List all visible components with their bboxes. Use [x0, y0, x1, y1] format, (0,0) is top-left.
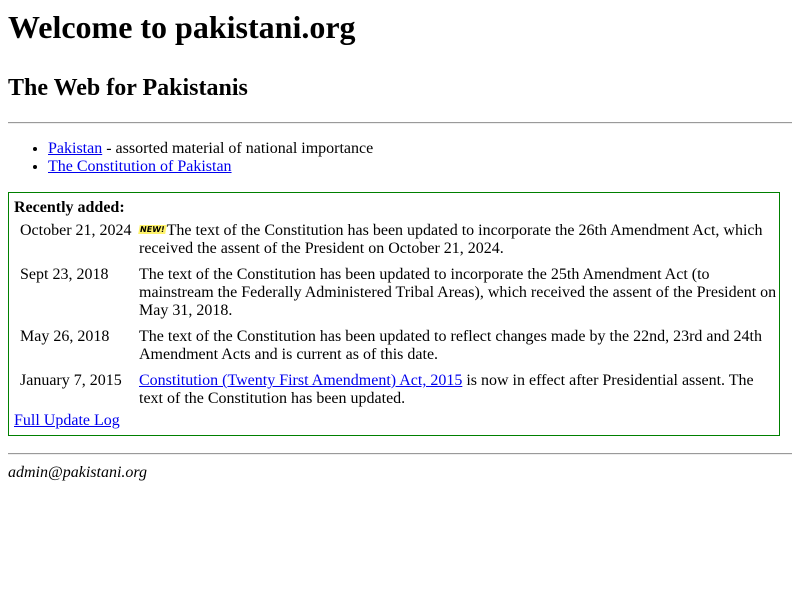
update-text: The text of the Constitution has been updated to incorporate the 25th Amendment Act (to mainstream the Federally Administered Tribal Areas), which received the assent of the President on May 31, 2018. — [139, 266, 777, 319]
full-update-log-link[interactable]: Full Update Log — [14, 412, 120, 429]
full-log-row — [14, 412, 774, 430]
top-divider — [8, 122, 792, 124]
bottom-divider — [8, 453, 792, 455]
update-text: The text of the Constitution has been updated to incorporate the 26th Amendment Act, which received the assent of the President on October 21, 2024. — [139, 222, 763, 257]
update-date: Sept 23, 2018 — [20, 266, 109, 283]
recently-added-box — [8, 192, 780, 436]
pakistan-link-description: - assorted material of national importance — [102, 140, 374, 157]
update-text-cell — [137, 221, 780, 259]
recently-added-heading: Recently added: — [14, 199, 125, 216]
page — [0, 9, 800, 482]
contact-email: admin@pakistani.org — [8, 464, 148, 481]
update-date: May 26, 2018 — [20, 328, 110, 345]
main-links-list — [8, 140, 792, 176]
update-text: The text of the Constitution has been updated to reflect changes made by the 22nd, 23rd and 24th Amendment Acts and is current as of this date. — [139, 328, 762, 363]
update-text: is now in effect after Presidential assent. The text of the Constitution has been updated. — [139, 372, 754, 407]
update-text-cell — [137, 367, 780, 409]
new-badge-icon: NEW! — [139, 225, 166, 234]
page-title: Welcome to pakistani.org — [8, 9, 356, 45]
constitution-link[interactable]: The Constitution of Pakistan — [48, 158, 232, 175]
page-subtitle: The Web for Pakistanis — [8, 75, 248, 101]
table-row — [18, 261, 780, 321]
list-item-pakistan — [48, 140, 792, 158]
update-date: January 7, 2015 — [20, 372, 122, 389]
table-row — [18, 367, 780, 409]
amendment-21-link[interactable]: Constitution (Twenty First Amendment) Act, 2015 — [139, 372, 463, 389]
updates-table — [16, 219, 782, 411]
table-row — [18, 221, 780, 259]
pakistan-link[interactable]: Pakistan — [48, 140, 103, 157]
list-item-constitution — [48, 158, 792, 176]
table-row — [18, 323, 780, 365]
update-date: October 21, 2024 — [20, 222, 132, 239]
